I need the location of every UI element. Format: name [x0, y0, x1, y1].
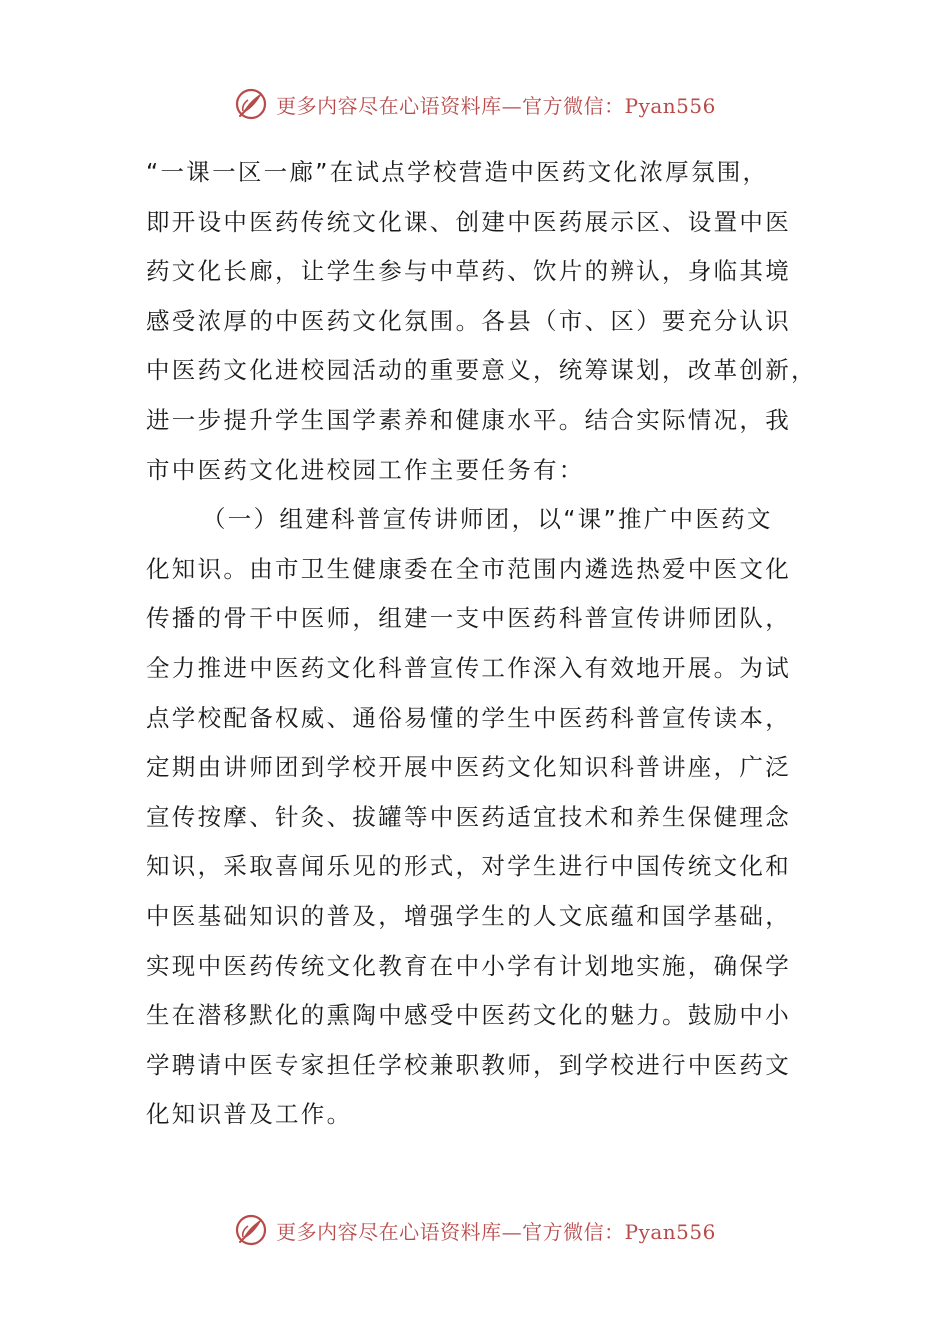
document-body [146, 148, 817, 1140]
body-line: 学聘请中医专家担任学校兼职教师，到学校进行中医药文 [146, 1050, 791, 1079]
body-line: 感受浓厚的中医药文化氛围。各县（市、区）要充分认识 [146, 306, 791, 335]
footer-banner [0, 1210, 950, 1250]
body-line: 传播的骨干中医师，组建一支中医药科普宣传讲师团队， [146, 604, 791, 633]
body-line: 实现中医药传统文化教育在中小学有计划地实施，确保学 [146, 951, 791, 980]
header-banner [0, 84, 950, 124]
body-line: 进一步提升学生国学素养和健康水平。结合实际情况，我 [146, 405, 791, 434]
banner-text: 更多内容尽在心语资料库—官方微信：Pyan556 [276, 1219, 716, 1244]
body-line: “一课一区一廊”在试点学校营造中医药文化浓厚氛围， [146, 158, 769, 186]
body-line: 点学校配备权威、通俗易懂的学生中医药科普宣传读本， [146, 703, 791, 732]
quill-pen-logo-icon [234, 1213, 268, 1247]
body-line: 市中医药文化进校园工作主要任务有： [146, 455, 585, 484]
body-line: 宣传按摩、针灸、拔罐等中医药适宜技术和养生保健理念 [146, 802, 791, 831]
body-line: 全力推进中医药文化科普宣传工作深入有效地开展。为试 [146, 653, 791, 682]
body-line: 化知识普及工作。 [146, 1100, 353, 1129]
body-line: 定期由讲师团到学校开展中医药文化知识科普讲座，广泛 [146, 753, 791, 782]
body-line: 中医药文化进校园活动的重要意义，统筹谋划，改革创新， [146, 356, 817, 385]
body-line: 生在潜移默化的熏陶中感受中医药文化的魅力。鼓励中小 [146, 1001, 791, 1030]
body-line: 知识，采取喜闻乐见的形式，对学生进行中国传统文化和 [146, 852, 791, 881]
body-line: 化知识。由市卫生健康委在全市范围内遴选热爱中医文化 [146, 554, 791, 583]
body-line: 即开设中医药传统文化课、创建中医药展示区、设置中医 [146, 207, 791, 236]
banner-text: 更多内容尽在心语资料库—官方微信：Pyan556 [276, 93, 716, 118]
quill-pen-logo-icon [234, 87, 268, 121]
section-heading-line: （一）组建科普宣传讲师团，以“课”推广中医药文 [202, 505, 773, 534]
body-line: 药文化长廊，让学生参与中草药、饮片的辨认，身临其境 [146, 257, 791, 286]
body-line: 中医基础知识的普及，增强学生的人文底蕴和国学基础， [146, 901, 791, 930]
